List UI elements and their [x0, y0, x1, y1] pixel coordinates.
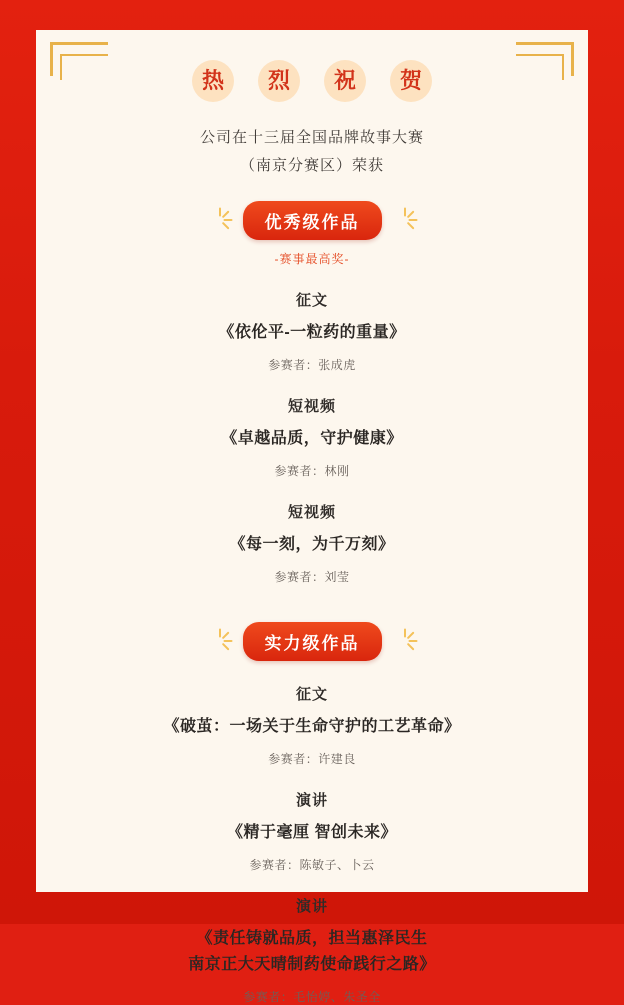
- sparkle-icon: [392, 628, 418, 654]
- sparkle-icon: [392, 207, 418, 233]
- headline-char-3: 祝: [324, 60, 366, 102]
- entry-participant: 参赛者：林刚: [274, 464, 350, 478]
- entry-participant: 参赛者：毛怡婷、朱圣全: [243, 990, 381, 1004]
- award-banner-label: 实力级作品: [243, 622, 382, 661]
- sparkle-icon: [207, 207, 233, 233]
- entry-participant: 参赛者：许建良: [268, 752, 356, 766]
- section-divider: [72, 585, 552, 601]
- subtitle-line-1: 公司在十三届全国品牌故事大赛: [199, 129, 424, 146]
- entry-category: 演讲: [295, 898, 328, 915]
- award-banner-strength: [72, 621, 552, 661]
- entry-item: [72, 501, 552, 585]
- headline-char-2: 烈: [258, 60, 300, 102]
- entry-item: [72, 395, 552, 479]
- entry-category: 短视频: [287, 504, 336, 521]
- subtitle-line-2: （南京分赛区）荣获: [239, 157, 384, 174]
- entry-work-title: 《每一刻，为千万刻》: [229, 536, 395, 553]
- entry-participant: 参赛者：张成虎: [268, 358, 356, 372]
- award-note: -赛事最高奖-: [274, 252, 350, 266]
- entry-category: 征文: [295, 686, 328, 703]
- entry-work-title: 《责任铸就品质，担当惠泽民生 南京正大天晴制药使命践行之路》: [188, 930, 436, 973]
- entry-item: [72, 683, 552, 767]
- headline-characters: [72, 60, 552, 102]
- entry-item: [72, 895, 552, 1005]
- entry-work-title: 《依伦平-一粒药的重量》: [218, 324, 406, 341]
- headline-char-4: 贺: [390, 60, 432, 102]
- entry-work-title: 《精于毫厘 智创未来》: [227, 824, 397, 841]
- award-banner-excellent: [72, 200, 552, 240]
- subtitle: [72, 124, 552, 180]
- award-banner-label: 优秀级作品: [243, 201, 382, 240]
- sparkle-icon: [207, 628, 233, 654]
- entry-category: 演讲: [295, 792, 328, 809]
- entry-category: 短视频: [287, 398, 336, 415]
- entry-participant: 参赛者：刘莹: [274, 570, 350, 584]
- entry-category: 征文: [295, 292, 328, 309]
- entry-item: [72, 289, 552, 373]
- entry-participant: 参赛者：陈敏子、卜云: [249, 858, 375, 872]
- entry-work-title: 《破茧：一场关于生命守护的工艺革命》: [163, 718, 461, 735]
- headline-char-1: 热: [192, 60, 234, 102]
- entry-work-title: 《卓越品质，守护健康》: [221, 430, 403, 447]
- poster-content: [36, 60, 588, 1005]
- entry-item: [72, 789, 552, 873]
- poster-card: [36, 30, 588, 1004]
